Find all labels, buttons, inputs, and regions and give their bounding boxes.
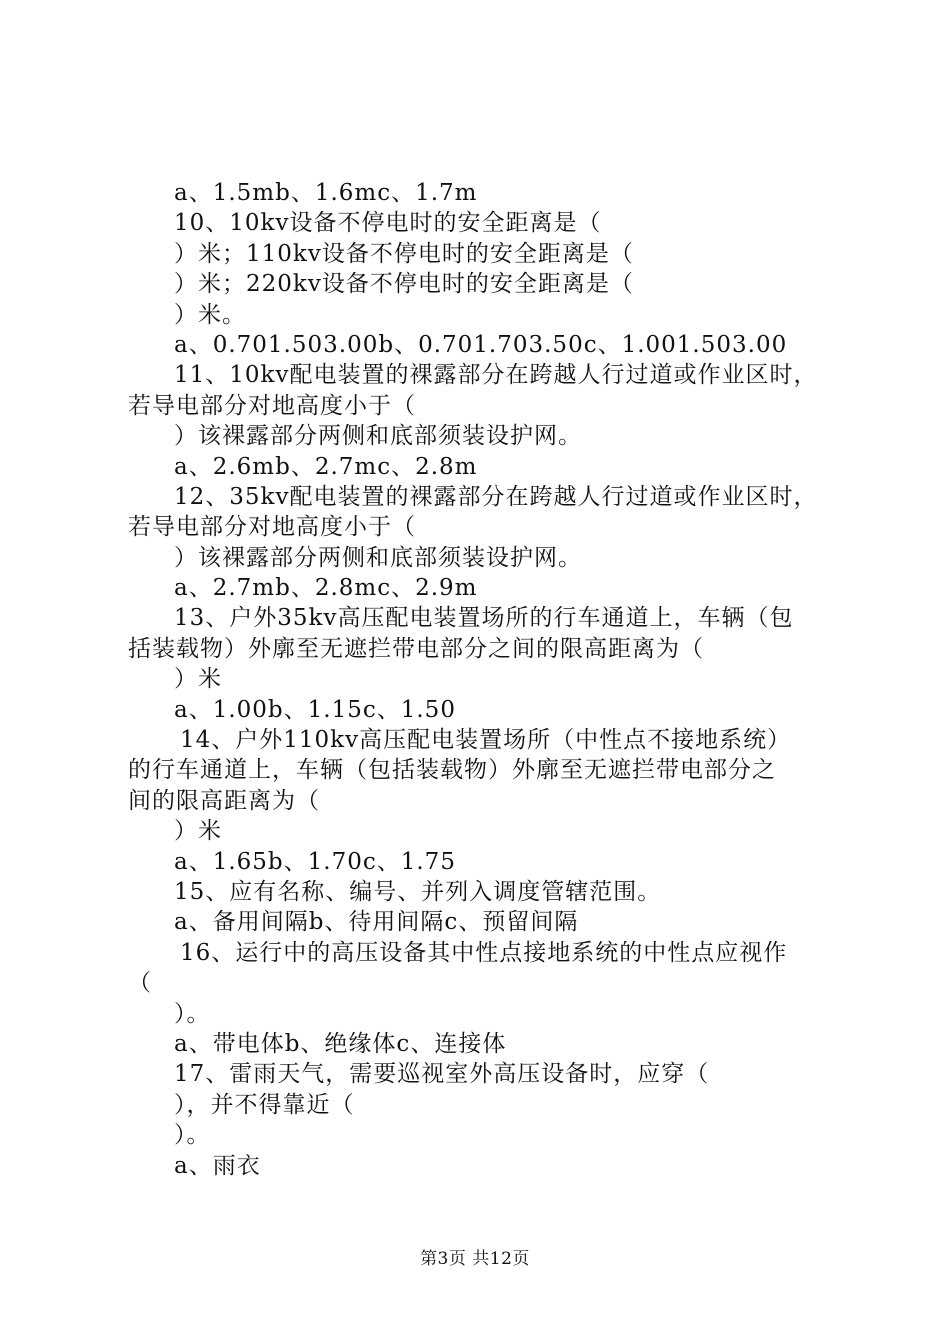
text-line: 的行车通道上，车辆（包括装载物）外廓至无遮拦带电部分之 bbox=[128, 757, 776, 784]
text-line: ）该裸露部分两侧和底部须装设护网。 bbox=[174, 544, 582, 571]
text-line: a、带电体b、绝缘体c、连接体 bbox=[174, 1030, 507, 1057]
text-line: ）。 bbox=[174, 1000, 211, 1027]
text-line: a、1.65b、1.70c、1.75 bbox=[174, 848, 456, 875]
text-line: 10、10kv设备不停电时的安全距离是（ bbox=[174, 210, 602, 237]
text-line: ）该裸露部分两侧和底部须装设护网。 bbox=[174, 423, 582, 450]
text-line: （ bbox=[128, 970, 152, 997]
text-line: a、1.5mb、1.6mc、1.7m bbox=[174, 180, 478, 206]
text-line: 括装载物）外廓至无遮拦带电部分之间的限高距离为（ bbox=[128, 635, 704, 662]
text-line: ）米；220kv设备不停电时的安全距离是（ bbox=[174, 271, 634, 298]
text-line: a、1.00b、1.15c、1.50 bbox=[174, 696, 456, 723]
text-line: ）米。 bbox=[174, 301, 246, 328]
text-line: 15、应有名称、编号、并列入调度管辖范围。 bbox=[174, 878, 662, 905]
text-line: a、备用间隔b、待用间隔c、预留间隔 bbox=[174, 909, 579, 936]
text-line: ），并不得靠近（ bbox=[174, 1091, 355, 1118]
body-text bbox=[128, 178, 840, 1181]
page-footer: 第3页 共12页 bbox=[420, 1249, 530, 1269]
text-line: 若导电部分对地高度小于（ bbox=[128, 392, 416, 419]
text-line: 若导电部分对地高度小于（ bbox=[128, 514, 416, 541]
text-line: 11、10kv配电装置的裸露部分在跨越人行过道或作业区时， bbox=[174, 362, 818, 389]
text-line: ）。 bbox=[174, 1122, 211, 1149]
text-line: a、雨衣 bbox=[174, 1152, 261, 1179]
text-line: ）米 bbox=[174, 666, 222, 693]
text-line: ）米 bbox=[174, 818, 222, 845]
text-line: 17、雷雨天气，需要巡视室外高压设备时，应穿（ bbox=[174, 1061, 710, 1088]
text-line: 14、户外110kv高压配电装置场所（中性点不接地系统） bbox=[180, 727, 792, 754]
text-line: a、2.7mb、2.8mc、2.9m bbox=[174, 575, 478, 602]
text-line: ）米；110kv设备不停电时的安全距离是（ bbox=[174, 240, 634, 267]
text-line: a、2.6mb、2.7mc、2.8m bbox=[174, 453, 478, 480]
text-line: a、0.701.503.00b、0.701.703.50c、1.001.503.00 bbox=[174, 331, 788, 358]
text-line: 间的限高距离为（ bbox=[128, 787, 320, 814]
text-line: 16、运行中的高压设备其中性点接地系统的中性点应视作 bbox=[180, 939, 788, 966]
text-line: 13、户外35kv高压配电装置场所的行车通道上，车辆（包 bbox=[174, 605, 794, 632]
text-line: 12、35kv配电装置的裸露部分在跨越人行过道或作业区时， bbox=[174, 483, 818, 510]
